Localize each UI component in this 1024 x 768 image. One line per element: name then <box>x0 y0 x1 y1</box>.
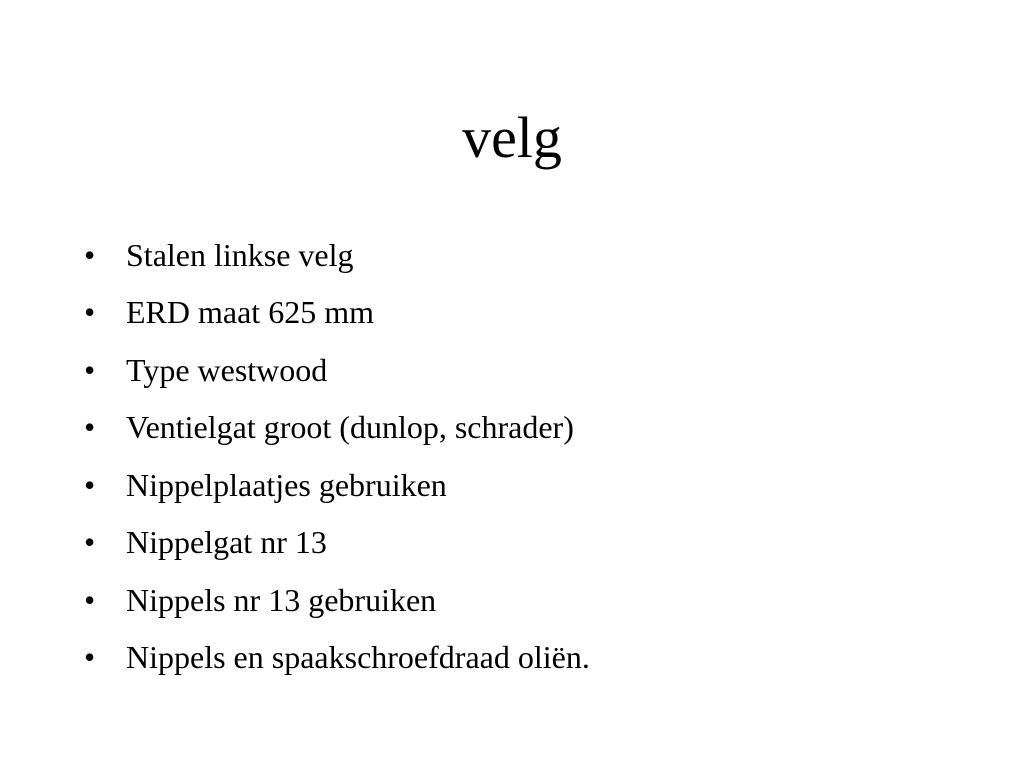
bullet-item <box>84 629 590 687</box>
bullet-list <box>84 226 590 686</box>
bullet-icon: • <box>84 294 96 331</box>
bullet-text: Type westwood <box>126 351 328 388</box>
bullet-icon: • <box>84 639 96 676</box>
bullet-icon: • <box>84 524 96 561</box>
slide-title: velg <box>462 105 562 170</box>
bullet-item <box>84 456 590 514</box>
bullet-text: Stalen linkse velg <box>126 236 354 273</box>
bullet-text: Nippelgat nr 13 <box>126 524 327 561</box>
bullet-item <box>84 226 590 284</box>
bullet-icon: • <box>84 581 96 618</box>
bullet-text: ERD maat 625 mm <box>126 294 374 331</box>
bullet-icon: • <box>84 466 96 503</box>
bullet-icon: • <box>84 351 96 388</box>
bullet-icon: • <box>84 236 96 273</box>
bullet-item <box>84 341 590 399</box>
bullet-item <box>84 399 590 457</box>
bullet-item <box>84 514 590 572</box>
bullet-item <box>84 284 590 342</box>
bullet-icon: • <box>84 409 96 446</box>
bullet-text: Ventielgat groot (dunlop, schrader) <box>126 409 574 446</box>
bullet-item <box>84 571 590 629</box>
bullet-text: Nippelplaatjes gebruiken <box>126 466 447 503</box>
bullet-text: Nippels en spaakschroefdraad oliën. <box>126 639 590 676</box>
bullet-text: Nippels nr 13 gebruiken <box>126 581 437 618</box>
